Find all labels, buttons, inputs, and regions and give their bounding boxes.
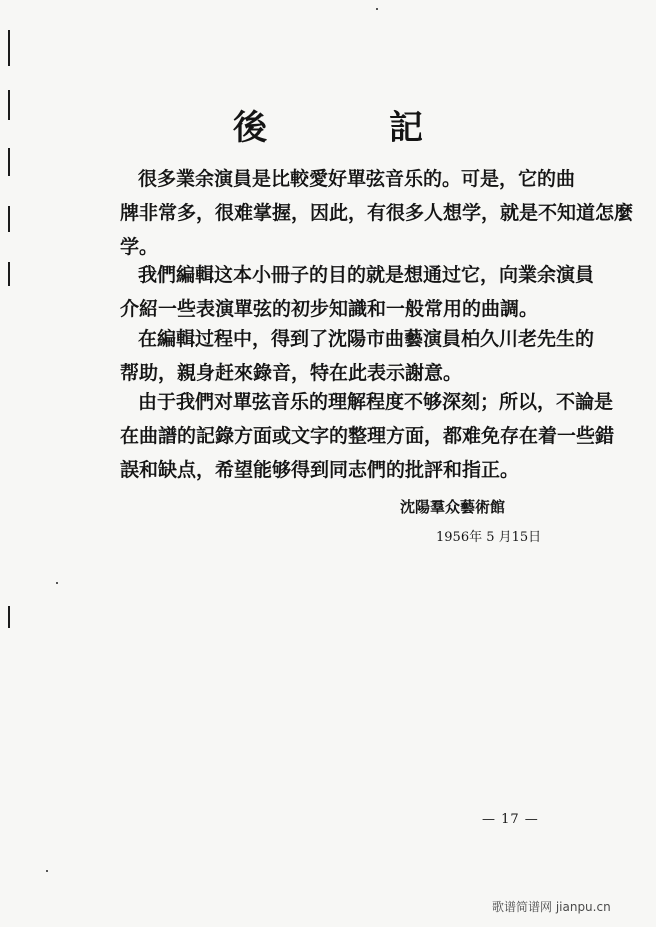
binding-mark (8, 606, 10, 628)
scan-speck (46, 870, 48, 872)
date: 1956年 5 月15日 (436, 530, 542, 545)
text-line: 介紹一些表演單弦的初步知識和一般常用的曲調。 (120, 298, 539, 320)
paragraph (120, 258, 595, 326)
scan-speck (376, 8, 378, 10)
text-line: 誤和缺点，希望能够得到同志們的批評和指正。 (120, 459, 520, 481)
page-number: — 17 — (482, 812, 539, 827)
scan-speck (56, 582, 58, 584)
binding-mark (8, 206, 10, 232)
text-line: 我們編輯这本小冊子的目的就是想通过它，向業余演員 (138, 264, 595, 286)
binding-mark (8, 262, 10, 286)
text-line: 学。 (120, 236, 159, 258)
binding-mark (8, 148, 10, 176)
paragraph (120, 162, 634, 264)
text-line: 由于我們对單弦音乐的理解程度不够深刻；所以，不論是 (138, 391, 614, 413)
paragraph (120, 322, 595, 390)
page-title: 後 記 (233, 108, 467, 148)
text-line: 在曲譜的記錄方面或文字的整理方面，都难免存在着一些錯 (120, 425, 615, 447)
signature: 沈陽羣众藝術館 (400, 498, 506, 516)
binding-mark (8, 30, 10, 66)
text-line: 牌非常多，很难掌握，因此，有很多人想学，就是不知道怎麼 (120, 202, 634, 224)
watermark: 歌谱简谱网 jianpu.cn (492, 900, 611, 914)
text-line: 在編輯过程中，得到了沈陽市曲藝演員柏久川老先生的 (138, 328, 595, 350)
paragraph (120, 385, 615, 487)
text-line: 帮助，親身赶來錄音，特在此表示謝意。 (120, 362, 463, 384)
text-line: 很多業余演員是比較愛好單弦音乐的。可是，它的曲 (138, 168, 576, 190)
